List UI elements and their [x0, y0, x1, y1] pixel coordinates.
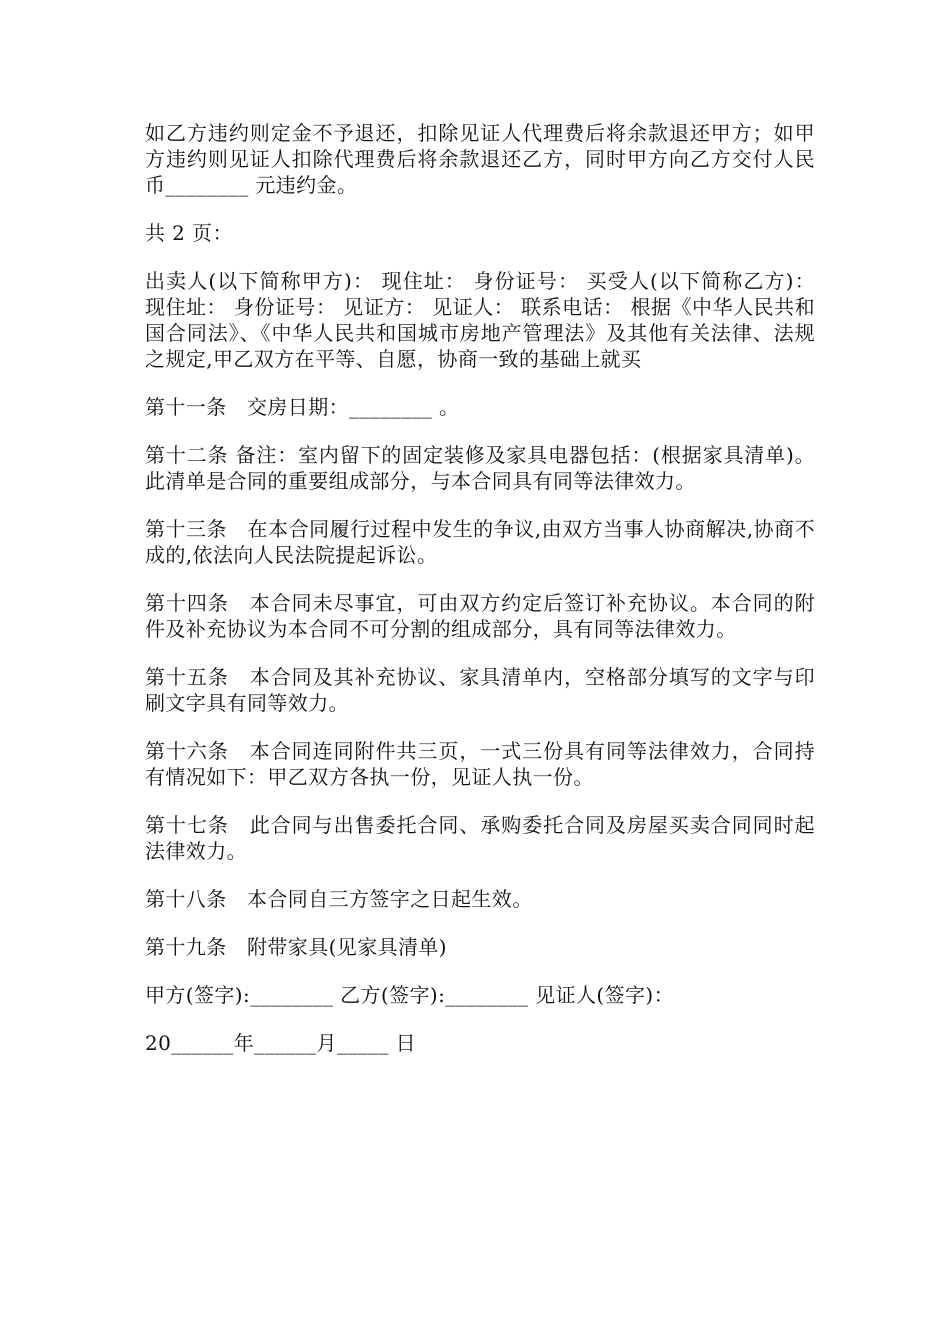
paragraph-deposit-terms: 如乙方违约则定金不予退还，扣除见证人代理费后将余款退还甲方；如甲方违约则见证人扣除代理费后将余款退还乙方，同时甲方向乙方交付人民币________ 元违约金。 — [145, 121, 815, 197]
signature-line: 甲方(签字):________ 乙方(签字):________ 见证人(签字)： — [145, 983, 675, 1007]
date-line: 20______年______月_____ 日 — [145, 1031, 417, 1055]
paragraph-article-15: 第十五条 本合同及其补充协议、家具清单内，空格部分填写的文字与印刷文字具有同等效力。 — [145, 665, 815, 715]
paragraph-article-16: 第十六条 本合同连同附件共三页，一式三份具有同等法律效力，合同持有情况如下：甲乙双方各执一份，见证人执一份。 — [145, 739, 815, 789]
paragraph-article-14: 第十四条 本合同未尽事宜，可由双方约定后签订补充协议。本合同的附件及补充协议为本合同不可分割的组成部分，具有同等法律效力。 — [145, 591, 815, 641]
paragraph-article-11: 第十一条 交房日期：________ 。 — [145, 395, 460, 419]
paragraph-article-18: 第十八条 本合同自三方签字之日起生效。 — [145, 887, 533, 911]
paragraph-article-17: 第十七条 此合同与出售委托合同、承购委托合同及房屋买卖合同同时起法律效力。 — [145, 813, 815, 863]
paragraph-parties: 出卖人(以下简称甲方)： 现住址： 身份证号： 买受人(以下简称乙方)： 现住址： 身份证号： 见证方： 见证人： 联系电话： 根据《中华人民共和国合同法》、《中华人民共和国城市房地产管理法》及其他有关法律、法规之规定,甲乙双方在平等、自愿，协商一致的基础上就买 — [145, 269, 815, 371]
paragraph-article-12: 第十二条 备注：室内留下的固定装修及家具电器包括：(根据家具清单)。此清单是合同的重要组成部分，与本合同具有同等法律效力。 — [145, 443, 815, 493]
document-page — [145, 120, 815, 1078]
paragraph-page-count: 共 2 页： — [145, 221, 233, 245]
paragraph-article-13: 第十三条 在本合同履行过程中发生的争议,由双方当事人协商解决,协商不成的,依法向人民法院提起诉讼。 — [145, 517, 815, 567]
paragraph-article-19: 第十九条 附带家具(见家具清单) — [145, 935, 448, 959]
